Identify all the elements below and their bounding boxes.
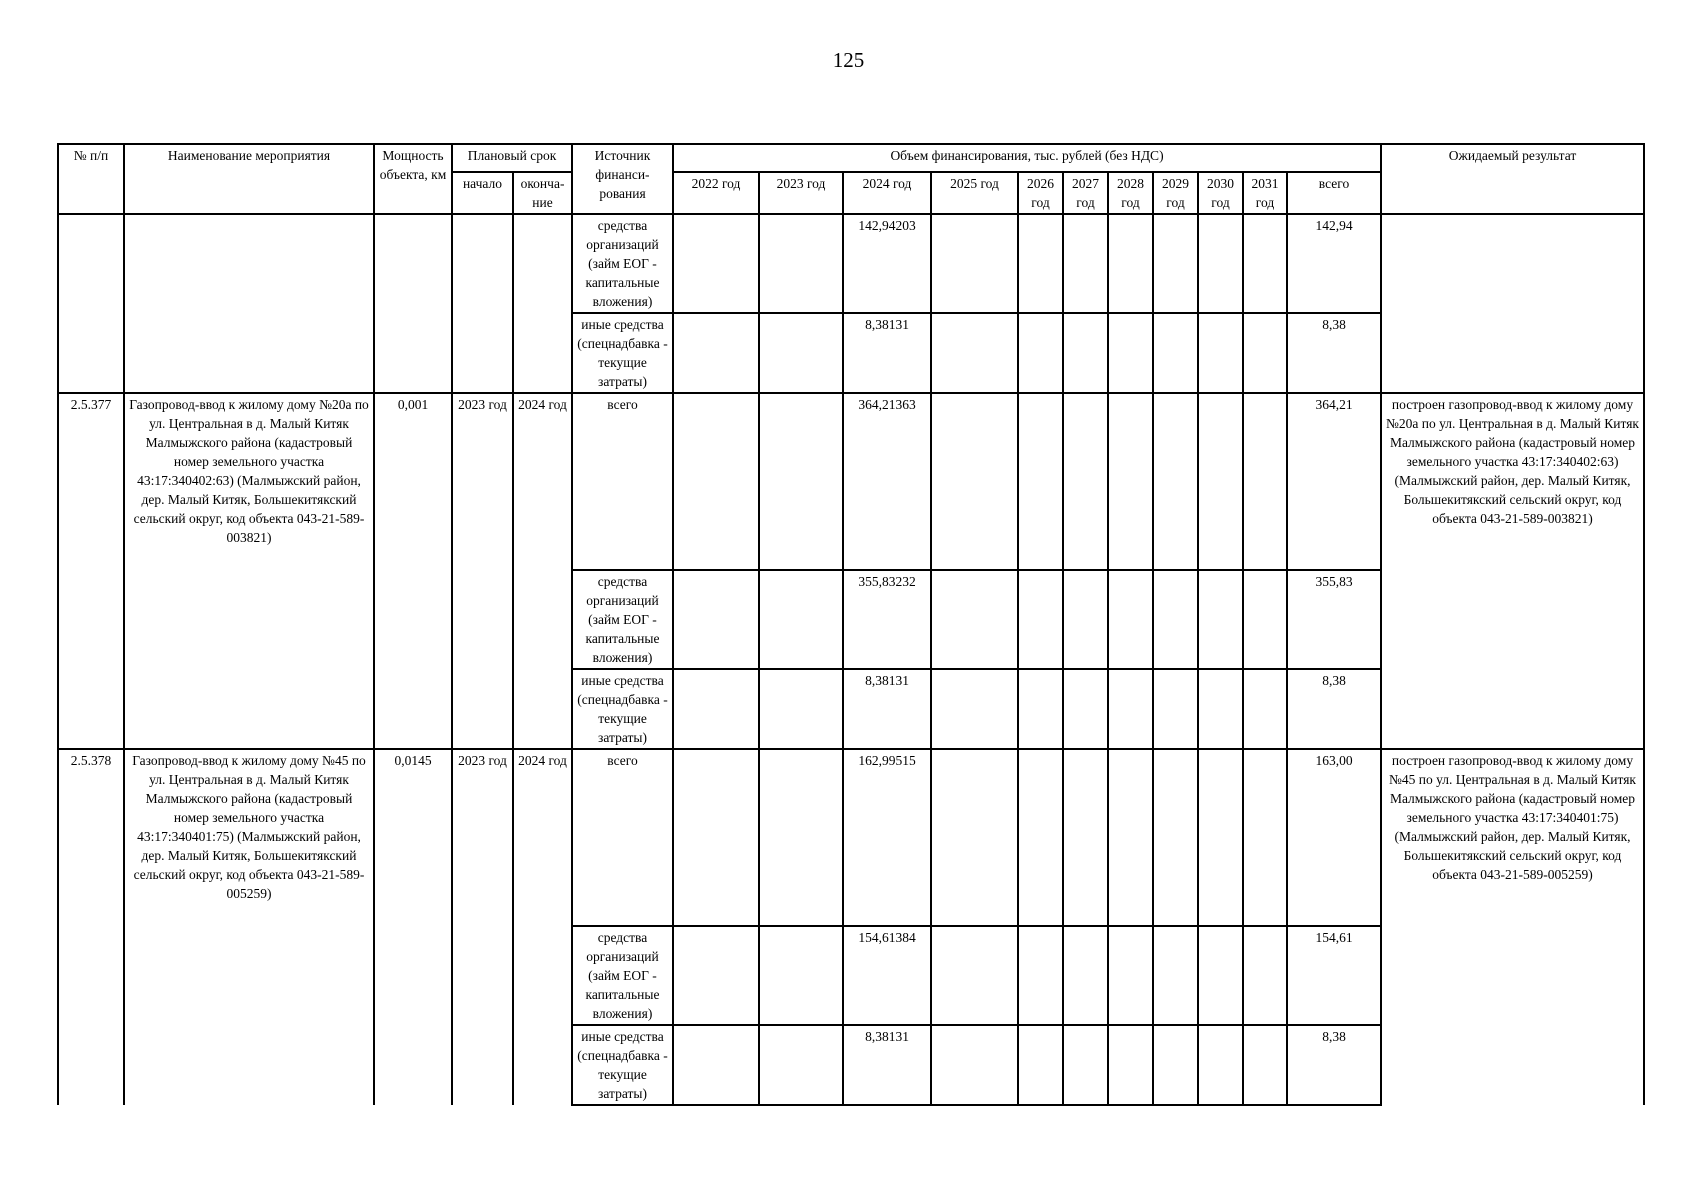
- value-total: 8,38: [1287, 1025, 1381, 1105]
- header-year-2031: 2031 год: [1243, 172, 1287, 214]
- item-name: Газопровод-ввод к жилому дому №45 по ул. Центральная в д. Малый Китяк Малмыжского района (кадастровый номер земельного участка 43:17:340401:75) (Малмыжский район, дер. Малый Китяк, Большекитякский сельский округ, код объекта 043-21-589-005259): [124, 749, 374, 1105]
- header-year-2028: 2028 год: [1108, 172, 1153, 214]
- cont-start: [452, 214, 513, 393]
- value-total: 154,61: [1287, 926, 1381, 1025]
- header-capacity: Мощность объекта, км: [374, 144, 452, 214]
- value-total: 364,21: [1287, 393, 1381, 570]
- header-end: оконча-ние: [513, 172, 572, 214]
- value-2024: 8,38131: [843, 1025, 931, 1105]
- source-cell: всего: [572, 393, 673, 570]
- value-total: 8,38: [1287, 313, 1381, 393]
- value-2024: 355,83232: [843, 570, 931, 669]
- cont-num: [58, 214, 124, 393]
- table-row: [58, 214, 1644, 313]
- table-row: [58, 749, 1644, 926]
- value-2024: 162,99515: [843, 749, 931, 926]
- header-total: всего: [1287, 172, 1381, 214]
- header-year-2030: 2030 год: [1198, 172, 1243, 214]
- source-cell: иные средства (спецнадбавка - текущие затраты): [572, 669, 673, 749]
- header-year-2023: 2023 год: [759, 172, 843, 214]
- cont-result: [1381, 214, 1644, 393]
- item-end: 2024 год: [513, 393, 572, 749]
- value-2024: 364,21363: [843, 393, 931, 570]
- header-year-2026: 2026 год: [1018, 172, 1063, 214]
- item-capacity: 0,0145: [374, 749, 452, 1105]
- value-2024: 8,38131: [843, 313, 931, 393]
- source-cell: всего: [572, 749, 673, 926]
- cont-end: [513, 214, 572, 393]
- page-number: 125: [832, 48, 865, 72]
- header-year-2022: 2022 год: [673, 172, 759, 214]
- value-total: 8,38: [1287, 669, 1381, 749]
- item-end: 2024 год: [513, 749, 572, 1105]
- value-total: 163,00: [1287, 749, 1381, 926]
- financing-table: [57, 143, 1645, 1106]
- value-2024: 8,38131: [843, 669, 931, 749]
- header-name: Наименование мероприятия: [124, 144, 374, 214]
- header-start: начало: [452, 172, 513, 214]
- value-2024: 142,94203: [843, 214, 931, 313]
- item-name: Газопровод-ввод к жилому дому №20а по ул. Центральная в д. Малый Китяк Малмыжского района (кадастровый номер земельного участка 43:17:340402:63) (Малмыжский район, дер. Малый Китяк, Большекитякский сельский округ, код объекта 043-21-589-003821): [124, 393, 374, 749]
- item-result: построен газопровод-ввод к жилому дому №20а по ул. Центральная в д. Малый Китяк Малмыжского района (кадастровый номер земельного участка 43:17:340402:63) (Малмыжский район, дер. Малый Китяк, Большекитякский сельский округ, код объекта 043-21-589-003821): [1381, 393, 1644, 749]
- header-year-2024: 2024 год: [843, 172, 931, 214]
- source-cell: иные средства (спецнадбавка - текущие затраты): [572, 313, 673, 393]
- header-year-2025: 2025 год: [931, 172, 1018, 214]
- source-cell: средства организаций (займ ЕОГ - капитальные вложения): [572, 214, 673, 313]
- item-num: 2.5.378: [58, 749, 124, 1105]
- header-funding: Объем финансирования, тыс. рублей (без НДС): [673, 144, 1381, 172]
- item-capacity: 0,001: [374, 393, 452, 749]
- header-plan-term: Плановый срок: [452, 144, 572, 172]
- source-cell: средства организаций (займ ЕОГ - капитальные вложения): [572, 570, 673, 669]
- source-cell: иные средства (спецнадбавка - текущие затраты): [572, 1025, 673, 1105]
- value-total: 142,94: [1287, 214, 1381, 313]
- header-source: Источник финанси-рования: [572, 144, 673, 214]
- value-total: 355,83: [1287, 570, 1381, 669]
- item-start: 2023 год: [452, 393, 513, 749]
- item-num: 2.5.377: [58, 393, 124, 749]
- cont-name: [124, 214, 374, 393]
- item-result: построен газопровод-ввод к жилому дому №45 по ул. Центральная в д. Малый Китяк Малмыжского района (кадастровый номер земельного участка 43:17:340401:75) (Малмыжский район, дер. Малый Китяк, Большекитякский сельский округ, код объекта 043-21-589-005259): [1381, 749, 1644, 1105]
- header-year-2027: 2027 год: [1063, 172, 1108, 214]
- header-year-2029: 2029 год: [1153, 172, 1198, 214]
- table-row: [58, 393, 1644, 570]
- header-result: Ожидаемый результат: [1381, 144, 1644, 214]
- source-cell: средства организаций (займ ЕОГ - капитальные вложения): [572, 926, 673, 1025]
- header-num: № п/п: [58, 144, 124, 214]
- value-2024: 154,61384: [843, 926, 931, 1025]
- item-start: 2023 год: [452, 749, 513, 1105]
- cont-capacity: [374, 214, 452, 393]
